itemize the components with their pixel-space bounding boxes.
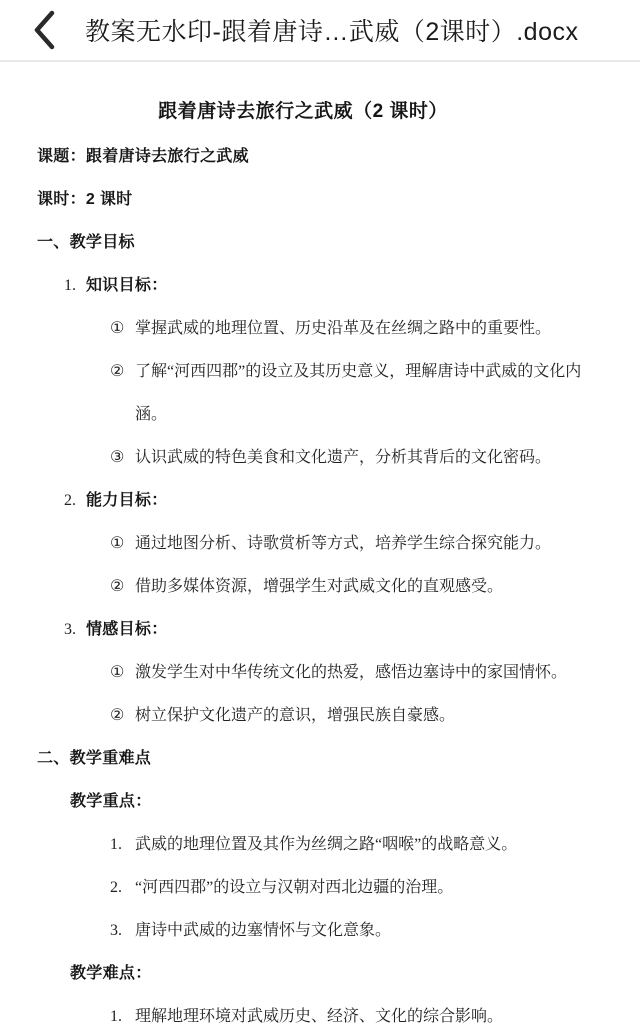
document-page (0, 99, 640, 1026)
file-title: 教案无水印-跟着唐诗…武威（2课时）.docx (85, 18, 579, 46)
list-item-text: “河西四郡”的设立与汉朝对西北边疆的治理。 (135, 879, 454, 896)
doc-list-item (0, 350, 606, 436)
subheading-label: 能力目标： (86, 492, 168, 509)
list-item-text: 认识武威的特色美食和文化遗产，分析其背后的文化密码。 (135, 449, 552, 466)
circled-number: ② (110, 707, 125, 724)
subheading-label: 知识目标： (86, 277, 168, 294)
list-number: 1. (110, 836, 122, 853)
list-number: 2. (64, 492, 76, 509)
list-item-text: 激发学生对中华传统文化的热爱，感悟边塞诗中的家国情怀。 (135, 664, 568, 681)
list-number: 3. (110, 922, 122, 939)
list-number: 3. (64, 621, 76, 638)
circled-number: ② (110, 363, 125, 380)
list-item-text: 理解地理环境对武威历史、经济、文化的综合影响。 (135, 1008, 504, 1025)
list-item-text: 通过地图分析、诗歌赏析等方式，培养学生综合探究能力。 (135, 535, 552, 552)
doc-sublabel: 教学重点： (70, 793, 152, 810)
doc-list-item (0, 522, 606, 565)
subheading-label: 情感目标： (86, 621, 168, 638)
list-item-text-line1: 了解“河西四郡”的设立及其历史意义，理解唐诗中武威的文化内 (135, 363, 582, 380)
list-item-text: 唐诗中武威的边塞情怀与文化意象。 (135, 922, 392, 939)
doc-list-item (0, 565, 606, 608)
doc-list-item (0, 307, 606, 350)
doc-paragraph-hours: 课时：2 课时 (37, 191, 133, 208)
list-number: 1. (64, 277, 76, 294)
circled-number: ② (110, 578, 125, 595)
circled-number: ③ (110, 449, 125, 466)
chevron-left-icon (32, 9, 58, 51)
doc-paragraph-topic: 课题：跟着唐诗去旅行之武威 (37, 148, 249, 165)
back-button[interactable] (0, 0, 58, 61)
list-number: 2. (110, 879, 122, 896)
doc-numbered-item (0, 909, 606, 952)
doc-list-item (0, 436, 606, 479)
list-number: 1. (110, 1008, 122, 1025)
list-item-text: 树立保护文化遗产的意识，增强民族自豪感。 (135, 707, 456, 724)
doc-section-heading: 一、教学目标 (37, 234, 135, 251)
doc-subheading (0, 479, 606, 522)
doc-subheading (0, 608, 606, 651)
circled-number: ① (110, 320, 125, 337)
doc-list-item (0, 651, 606, 694)
doc-numbered-item (0, 995, 606, 1026)
list-item-text: 武威的地理位置及其作为丝绸之路“咽喉”的战略意义。 (135, 836, 518, 853)
circled-number: ① (110, 664, 125, 681)
doc-subheading (0, 264, 606, 307)
doc-numbered-item (0, 823, 606, 866)
header-bar (0, 0, 640, 62)
list-item-text: 掌握武威的地理位置、历史沿革及在丝绸之路中的重要性。 (135, 320, 552, 337)
list-item-text-line2: 涵。 (135, 406, 168, 423)
doc-title: 跟着唐诗去旅行之武威（2 课时） (158, 101, 448, 122)
doc-body (0, 135, 606, 1026)
circled-number: ① (110, 535, 125, 552)
doc-list-item (0, 694, 606, 737)
list-item-text: 借助多媒体资源，增强学生对武威文化的直观感受。 (135, 578, 504, 595)
doc-section-heading: 二、教学重难点 (37, 750, 152, 767)
doc-numbered-item (0, 866, 606, 909)
doc-sublabel: 教学难点： (70, 965, 152, 982)
